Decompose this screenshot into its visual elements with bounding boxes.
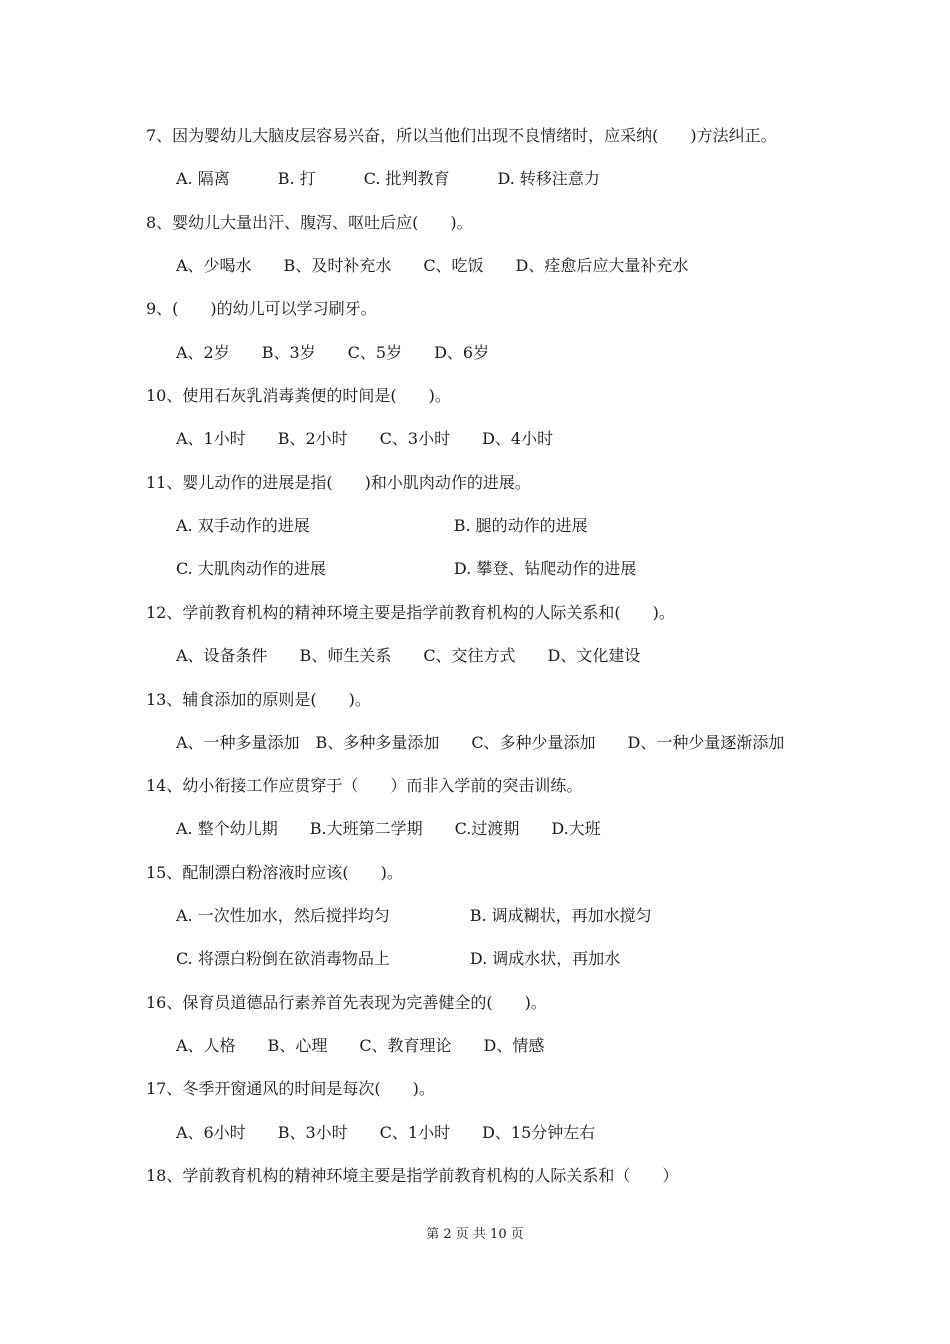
question-17-options: A、6小时 B、3小时 C、1小时 D、15分钟左右 xyxy=(176,1123,596,1142)
question-13: 13、辅食添加的原则是( )。 xyxy=(146,690,371,709)
question-13-options: A、一种多量添加 B、多种多量添加 C、多种少量添加 D、一种少量逐渐添加 xyxy=(176,733,785,752)
question-16-options: A、人格 B、心理 C、教育理论 D、情感 xyxy=(176,1036,545,1055)
question-12-options: A、设备条件 B、师生关系 C、交往方式 D、文化建设 xyxy=(176,646,641,665)
question-10: 10、使用石灰乳消毒粪便的时间是( )。 xyxy=(146,386,451,405)
question-15: 15、配制漂白粉溶液时应该( )。 xyxy=(146,863,403,882)
question-11-options-row-1: A. 双手动作的进展 B. 腿的动作的进展 xyxy=(176,516,588,535)
question-15-options-row-2: C. 将漂白粉倒在欲消毒物品上 D. 调成水状，再加水 xyxy=(176,949,621,968)
question-12: 12、学前教育机构的精神环境主要是指学前教育机构的人际关系和( )。 xyxy=(146,603,675,622)
page-footer: 第 2 页 共 10 页 xyxy=(426,1227,524,1242)
question-14: 14、幼小衔接工作应贯穿于（ ）而非入学前的突击训练。 xyxy=(146,776,583,795)
question-18: 18、学前教育机构的精神环境主要是指学前教育机构的人际关系和（ ） xyxy=(146,1166,679,1185)
question-7: 7、因为婴幼儿大脑皮层容易兴奋，所以当他们出现不良情绪时，应采纳( )方法纠正。 xyxy=(146,126,777,145)
question-8: 8、婴幼儿大量出汗、腹泻、呕吐后应( )。 xyxy=(146,213,473,232)
question-16: 16、保育员道德品行素养首先表现为完善健全的( )。 xyxy=(146,993,547,1012)
question-8-options: A、少喝水 B、及时补充水 C、吃饭 D、痊愈后应大量补充水 xyxy=(176,256,689,275)
question-15-options-row-1: A. 一次性加水，然后搅拌均匀 B. 调成糊状，再加水搅匀 xyxy=(176,906,652,925)
question-9-options: A、2岁 B、3岁 C、5岁 D、6岁 xyxy=(176,343,490,362)
question-9: 9、( )的幼儿可以学习刷牙。 xyxy=(146,299,377,318)
question-11-options-row-2: C. 大肌肉动作的进展 D. 攀登、钻爬动作的进展 xyxy=(176,559,637,578)
question-7-options: A. 隔离 B. 打 C. 批判教育 D. 转移注意力 xyxy=(176,169,600,188)
question-14-options: A. 整个幼儿期 B.大班第二学期 C.过渡期 D.大班 xyxy=(176,819,601,838)
question-10-options: A、1小时 B、2小时 C、3小时 D、4小时 xyxy=(176,429,554,448)
question-17: 17、冬季开窗通风的时间是每次( )。 xyxy=(146,1079,435,1098)
question-11: 11、婴儿动作的进展是指( )和小肌肉动作的进展。 xyxy=(146,473,531,492)
